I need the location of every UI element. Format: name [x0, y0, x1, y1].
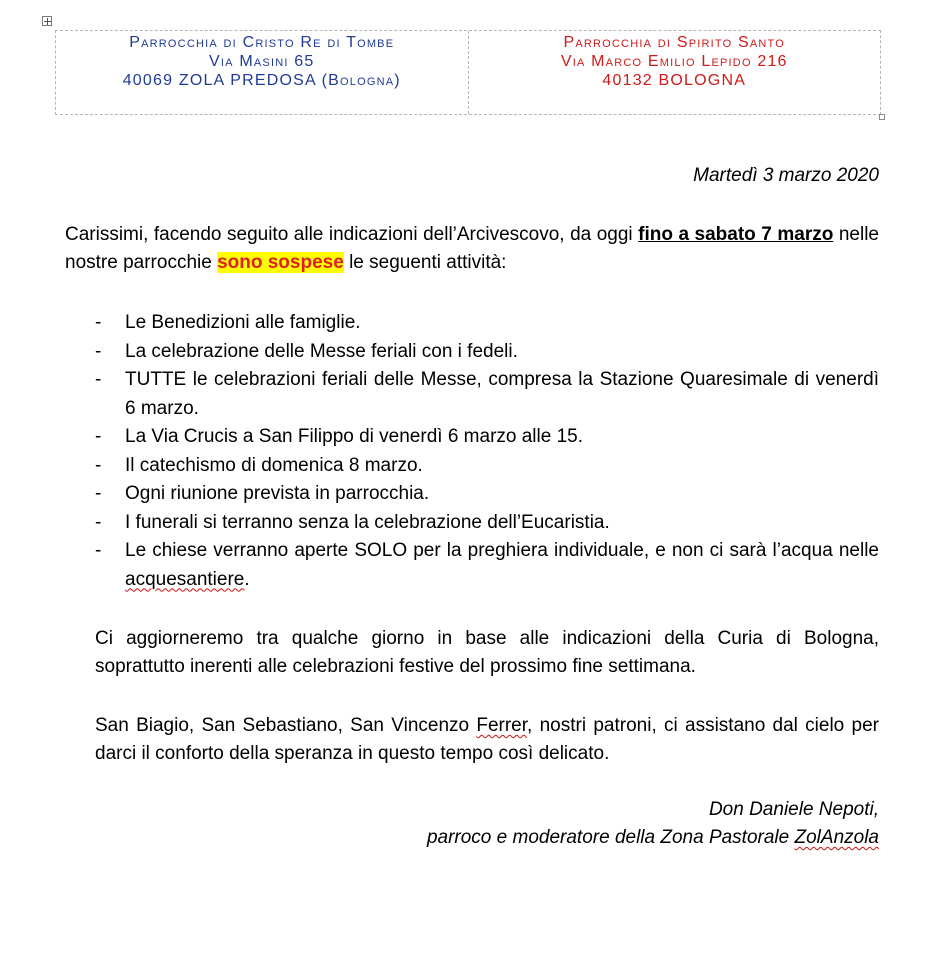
list-item: - Le chiese verranno aperte SOLO per la preghiera individuale, e non ci sarà l’acqua nelle acquesantiere. [95, 537, 879, 594]
list-dash: - [95, 340, 102, 362]
list-dash: - [95, 312, 102, 333]
list-item: - TUTTE le celebrazioni feriali delle Messe, compresa la Stazione Quaresimale di venerdì 6 marzo. [95, 366, 879, 423]
parish-right-street: Via Marco Emilio Lepido 216 [560, 53, 788, 70]
letterhead-table [55, 30, 881, 115]
list-dash: - [95, 454, 102, 476]
table-move-handle-icon[interactable] [42, 16, 52, 26]
parish-right-name: Parrocchia di Spirito Santo [563, 34, 786, 51]
parish-left-city: 40069 ZOLA PREDOSA (Bologna) [122, 72, 401, 89]
list-dash: - [95, 540, 102, 561]
spellcheck-word[interactable]: acquesantiere [125, 568, 245, 590]
parish-left-name: Parrocchia di Cristo Re di Tombe [129, 34, 395, 51]
intro-paragraph [65, 221, 879, 277]
list-dash: - [95, 426, 102, 447]
list-dash: - [95, 369, 102, 390]
intro-period: fino a sabato 7 marzo [638, 224, 834, 245]
letter-date: Martedì 3 marzo 2020 [693, 165, 879, 186]
intro-text-2: nelle nostre parrocchie [65, 224, 879, 273]
signature-role: parroco e moderatore della Zona Pastorale ZolAnzola [426, 827, 879, 848]
list-dash: - [95, 483, 102, 504]
signature-name: Don Daniele Nepoti, [708, 799, 879, 820]
intro-text-3: le seguenti attività: [343, 252, 507, 273]
list-item: - La Via Crucis a San Filippo di venerdì 6 marzo alle 15. [95, 423, 879, 452]
table-resize-handle-icon[interactable] [879, 114, 885, 120]
intro-text-1: Carissimi, facendo seguito alle indicazioni dell’Arcivescovo, da oggi [65, 224, 639, 245]
spellcheck-word[interactable]: Ferrer [476, 715, 528, 736]
parish-left-street: Via Masini 65 [209, 53, 315, 70]
suspended-activities-list [95, 309, 879, 594]
signature [0, 796, 879, 852]
list-item: - Il catechismo di domenica 8 marzo. [95, 452, 879, 481]
patrons-paragraph: San Biagio, San Sebastiano, San Vincenzo Ferrer, nostri patroni, ci assistano dal cielo per darci il conforto della speranza in questo tempo così delicato. [95, 715, 879, 764]
parish-right-address [469, 31, 881, 114]
update-paragraph: Ci aggiorneremo tra qualche giorno in base alle indicazioni della Curia di Bologna, soprattutto inerenti alle celebrazioni festive del prossimo fine settimana. [95, 628, 879, 677]
list-item: - Ogni riunione prevista in parrocchia. [95, 480, 879, 509]
list-item: - La celebrazione delle Messe feriali con i fedeli. [95, 338, 879, 367]
parish-right-city: 40132 BOLOGNA [602, 72, 747, 89]
parish-left-address [56, 31, 469, 114]
list-dash: - [95, 511, 102, 533]
list-item: - Le Benedizioni alle famiglie. [95, 309, 879, 338]
suspended-highlight: sono sospese [217, 252, 344, 273]
spellcheck-word[interactable]: ZolAnzola [794, 827, 879, 848]
list-item: - I funerali si terranno senza la celebrazione dell’Eucaristia. [95, 509, 879, 538]
